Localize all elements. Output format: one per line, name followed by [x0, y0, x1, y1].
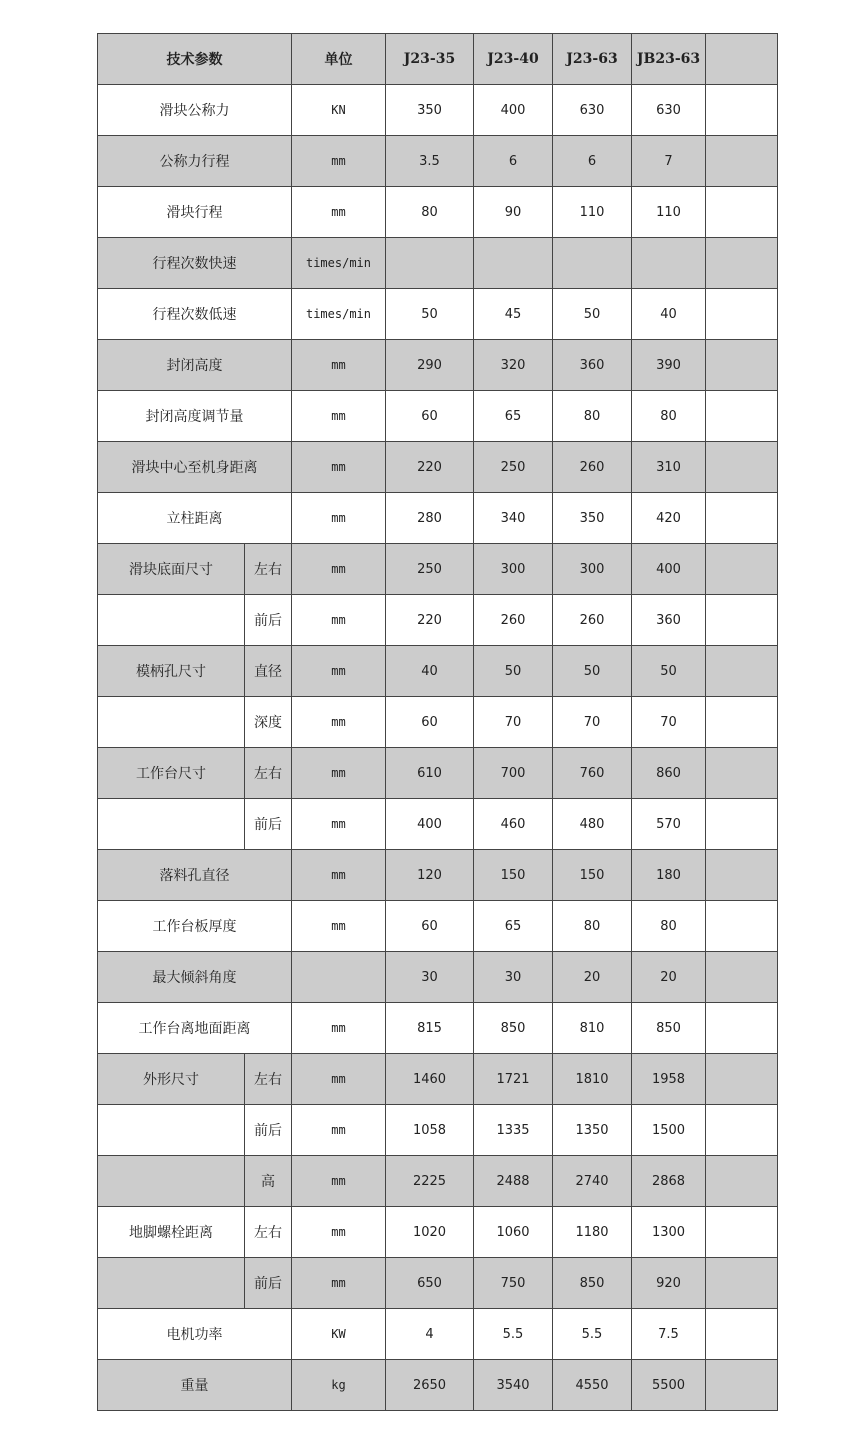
value-cell: 5.5: [474, 1309, 553, 1360]
param-name-cell: [98, 1105, 245, 1156]
table-row: [98, 697, 778, 748]
value-cell: 650: [386, 1258, 474, 1309]
value-cell: 310: [632, 442, 706, 493]
table-row: [98, 442, 778, 493]
value-cell: 50: [386, 289, 474, 340]
value-cell: 300: [474, 544, 553, 595]
unit-cell: mm: [292, 595, 386, 646]
value-cell: 610: [386, 748, 474, 799]
header-model-1: J23-35: [386, 34, 474, 85]
value-cell: 20: [553, 952, 632, 1003]
extra-cell: [706, 238, 778, 289]
value-cell: 80: [632, 901, 706, 952]
unit-cell: mm: [292, 1054, 386, 1105]
value-cell: 420: [632, 493, 706, 544]
value-cell: 65: [474, 391, 553, 442]
value-cell: 70: [474, 697, 553, 748]
header-unit: 单位: [292, 34, 386, 85]
extra-cell: [706, 799, 778, 850]
table-row: [98, 1003, 778, 1054]
param-sub-cell: 直径: [245, 646, 292, 697]
table-row: [98, 1258, 778, 1309]
value-cell: 850: [474, 1003, 553, 1054]
value-cell: 60: [386, 697, 474, 748]
param-name-cell: 立柱距离: [98, 493, 292, 544]
value-cell: 1335: [474, 1105, 553, 1156]
value-cell: 7.5: [632, 1309, 706, 1360]
unit-cell: mm: [292, 1156, 386, 1207]
param-sub-cell: 左右: [245, 1054, 292, 1105]
header-model-4: JB23-63: [632, 34, 706, 85]
value-cell: 120: [386, 850, 474, 901]
param-name-cell: 封闭高度: [98, 340, 292, 391]
table-row: [98, 1207, 778, 1258]
value-cell: 2488: [474, 1156, 553, 1207]
extra-cell: [706, 1003, 778, 1054]
table-row: [98, 1105, 778, 1156]
param-name-cell: 滑块行程: [98, 187, 292, 238]
table-row: [98, 1309, 778, 1360]
value-cell: 350: [386, 85, 474, 136]
param-sub-cell: 左右: [245, 544, 292, 595]
param-name-cell: 地脚螺栓距离: [98, 1207, 245, 1258]
unit-cell: [292, 952, 386, 1003]
extra-cell: [706, 1309, 778, 1360]
value-cell: 50: [632, 646, 706, 697]
unit-cell: times/min: [292, 289, 386, 340]
param-name-cell: 工作台板厚度: [98, 901, 292, 952]
table-row: [98, 340, 778, 391]
table-row: [98, 136, 778, 187]
value-cell: 815: [386, 1003, 474, 1054]
unit-cell: mm: [292, 544, 386, 595]
value-cell: 5500: [632, 1360, 706, 1411]
table-row: [98, 85, 778, 136]
value-cell: 1350: [553, 1105, 632, 1156]
value-cell: 4: [386, 1309, 474, 1360]
value-cell: 50: [553, 289, 632, 340]
unit-cell: mm: [292, 799, 386, 850]
table-row: [98, 646, 778, 697]
value-cell: 110: [632, 187, 706, 238]
value-cell: 60: [386, 901, 474, 952]
value-cell: 30: [386, 952, 474, 1003]
value-cell: 3540: [474, 1360, 553, 1411]
param-name-cell: 公称力行程: [98, 136, 292, 187]
unit-cell: mm: [292, 1105, 386, 1156]
param-sub-cell: 前后: [245, 595, 292, 646]
param-name-cell: 工作台离地面距离: [98, 1003, 292, 1054]
param-name-cell: [98, 697, 245, 748]
value-cell: 280: [386, 493, 474, 544]
param-name-cell: 落料孔直径: [98, 850, 292, 901]
unit-cell: mm: [292, 1207, 386, 1258]
unit-cell: mm: [292, 646, 386, 697]
value-cell: 340: [474, 493, 553, 544]
param-name-cell: [98, 799, 245, 850]
value-cell: 920: [632, 1258, 706, 1309]
table-row: [98, 1156, 778, 1207]
value-cell: 850: [632, 1003, 706, 1054]
value-cell: 400: [632, 544, 706, 595]
extra-cell: [706, 136, 778, 187]
param-name-cell: 重量: [98, 1360, 292, 1411]
value-cell: 480: [553, 799, 632, 850]
unit-cell: mm: [292, 697, 386, 748]
unit-cell: mm: [292, 442, 386, 493]
value-cell: 150: [474, 850, 553, 901]
value-cell: 220: [386, 595, 474, 646]
param-name-cell: 封闭高度调节量: [98, 391, 292, 442]
extra-cell: [706, 697, 778, 748]
unit-cell: kg: [292, 1360, 386, 1411]
value-cell: 50: [553, 646, 632, 697]
value-cell: 80: [632, 391, 706, 442]
extra-cell: [706, 493, 778, 544]
extra-cell: [706, 901, 778, 952]
value-cell: 250: [474, 442, 553, 493]
value-cell: 1500: [632, 1105, 706, 1156]
value-cell: 3.5: [386, 136, 474, 187]
extra-cell: [706, 391, 778, 442]
spec-table: [97, 33, 778, 1411]
value-cell: 760: [553, 748, 632, 799]
extra-cell: [706, 595, 778, 646]
header-model-3: J23-63: [553, 34, 632, 85]
value-cell: 70: [553, 697, 632, 748]
param-sub-cell: 前后: [245, 799, 292, 850]
value-cell: [632, 238, 706, 289]
param-sub-cell: 左右: [245, 1207, 292, 1258]
extra-cell: [706, 1105, 778, 1156]
value-cell: 750: [474, 1258, 553, 1309]
value-cell: 220: [386, 442, 474, 493]
extra-cell: [706, 187, 778, 238]
extra-cell: [706, 85, 778, 136]
extra-cell: [706, 952, 778, 1003]
value-cell: 80: [553, 391, 632, 442]
param-name-cell: 行程次数低速: [98, 289, 292, 340]
param-sub-cell: 高: [245, 1156, 292, 1207]
unit-cell: mm: [292, 391, 386, 442]
table-row: [98, 187, 778, 238]
param-name-cell: 行程次数快速: [98, 238, 292, 289]
value-cell: 1721: [474, 1054, 553, 1105]
value-cell: 4550: [553, 1360, 632, 1411]
unit-cell: mm: [292, 1258, 386, 1309]
value-cell: 20: [632, 952, 706, 1003]
param-name-cell: 滑块中心至机身距离: [98, 442, 292, 493]
value-cell: 80: [386, 187, 474, 238]
unit-cell: KN: [292, 85, 386, 136]
extra-cell: [706, 748, 778, 799]
extra-cell: [706, 1054, 778, 1105]
value-cell: 1060: [474, 1207, 553, 1258]
param-name-cell: [98, 1156, 245, 1207]
value-cell: 40: [632, 289, 706, 340]
extra-cell: [706, 340, 778, 391]
table-row: [98, 1054, 778, 1105]
value-cell: 570: [632, 799, 706, 850]
value-cell: 1460: [386, 1054, 474, 1105]
value-cell: 390: [632, 340, 706, 391]
value-cell: 7: [632, 136, 706, 187]
value-cell: 6: [474, 136, 553, 187]
param-name-cell: 外形尺寸: [98, 1054, 245, 1105]
value-cell: 2868: [632, 1156, 706, 1207]
extra-cell: [706, 442, 778, 493]
value-cell: 90: [474, 187, 553, 238]
value-cell: 350: [553, 493, 632, 544]
value-cell: 1300: [632, 1207, 706, 1258]
unit-cell: mm: [292, 136, 386, 187]
extra-cell: [706, 1156, 778, 1207]
header-param: 技术参数: [98, 34, 292, 85]
unit-cell: times/min: [292, 238, 386, 289]
value-cell: 40: [386, 646, 474, 697]
unit-cell: mm: [292, 187, 386, 238]
value-cell: 1020: [386, 1207, 474, 1258]
value-cell: 1810: [553, 1054, 632, 1105]
value-cell: [386, 238, 474, 289]
value-cell: 180: [632, 850, 706, 901]
value-cell: 460: [474, 799, 553, 850]
param-name-cell: [98, 1258, 245, 1309]
extra-cell: [706, 1258, 778, 1309]
param-sub-cell: 前后: [245, 1105, 292, 1156]
value-cell: 400: [386, 799, 474, 850]
param-sub-cell: 左右: [245, 748, 292, 799]
value-cell: 630: [553, 85, 632, 136]
table-row: [98, 850, 778, 901]
value-cell: 6: [553, 136, 632, 187]
value-cell: 110: [553, 187, 632, 238]
param-sub-cell: 深度: [245, 697, 292, 748]
unit-cell: mm: [292, 1003, 386, 1054]
value-cell: 360: [553, 340, 632, 391]
param-sub-cell: 前后: [245, 1258, 292, 1309]
param-name-cell: 滑块底面尺寸: [98, 544, 245, 595]
param-name-cell: 滑块公称力: [98, 85, 292, 136]
unit-cell: mm: [292, 748, 386, 799]
table-row: [98, 799, 778, 850]
value-cell: 1058: [386, 1105, 474, 1156]
value-cell: 2225: [386, 1156, 474, 1207]
value-cell: [474, 238, 553, 289]
header-extra: [706, 34, 778, 85]
header-model-2: J23-40: [474, 34, 553, 85]
param-name-cell: 最大倾斜角度: [98, 952, 292, 1003]
value-cell: 850: [553, 1258, 632, 1309]
unit-cell: KW: [292, 1309, 386, 1360]
value-cell: 80: [553, 901, 632, 952]
value-cell: 860: [632, 748, 706, 799]
value-cell: 5.5: [553, 1309, 632, 1360]
value-cell: 700: [474, 748, 553, 799]
value-cell: 1180: [553, 1207, 632, 1258]
param-name-cell: [98, 595, 245, 646]
value-cell: 45: [474, 289, 553, 340]
table-row: [98, 544, 778, 595]
value-cell: 150: [553, 850, 632, 901]
unit-cell: mm: [292, 901, 386, 952]
extra-cell: [706, 850, 778, 901]
table-row: [98, 391, 778, 442]
value-cell: 250: [386, 544, 474, 595]
extra-cell: [706, 1360, 778, 1411]
unit-cell: mm: [292, 493, 386, 544]
extra-cell: [706, 646, 778, 697]
value-cell: 360: [632, 595, 706, 646]
table-row: [98, 493, 778, 544]
value-cell: 2650: [386, 1360, 474, 1411]
value-cell: 30: [474, 952, 553, 1003]
value-cell: 65: [474, 901, 553, 952]
param-name-cell: 电机功率: [98, 1309, 292, 1360]
extra-cell: [706, 544, 778, 595]
value-cell: 260: [553, 595, 632, 646]
param-name-cell: 工作台尺寸: [98, 748, 245, 799]
header-row: [98, 34, 778, 85]
param-name-cell: 模柄孔尺寸: [98, 646, 245, 697]
value-cell: [553, 238, 632, 289]
value-cell: 260: [474, 595, 553, 646]
table-row: [98, 289, 778, 340]
table-row: [98, 901, 778, 952]
value-cell: 400: [474, 85, 553, 136]
value-cell: 50: [474, 646, 553, 697]
extra-cell: [706, 289, 778, 340]
value-cell: 1958: [632, 1054, 706, 1105]
unit-cell: mm: [292, 340, 386, 391]
value-cell: 630: [632, 85, 706, 136]
value-cell: 300: [553, 544, 632, 595]
value-cell: 2740: [553, 1156, 632, 1207]
value-cell: 290: [386, 340, 474, 391]
value-cell: 320: [474, 340, 553, 391]
value-cell: 70: [632, 697, 706, 748]
value-cell: 810: [553, 1003, 632, 1054]
value-cell: 260: [553, 442, 632, 493]
table-row: [98, 595, 778, 646]
table-row: [98, 952, 778, 1003]
table-row: [98, 748, 778, 799]
table-row: [98, 1360, 778, 1411]
table-row: [98, 238, 778, 289]
extra-cell: [706, 1207, 778, 1258]
unit-cell: mm: [292, 850, 386, 901]
value-cell: 60: [386, 391, 474, 442]
